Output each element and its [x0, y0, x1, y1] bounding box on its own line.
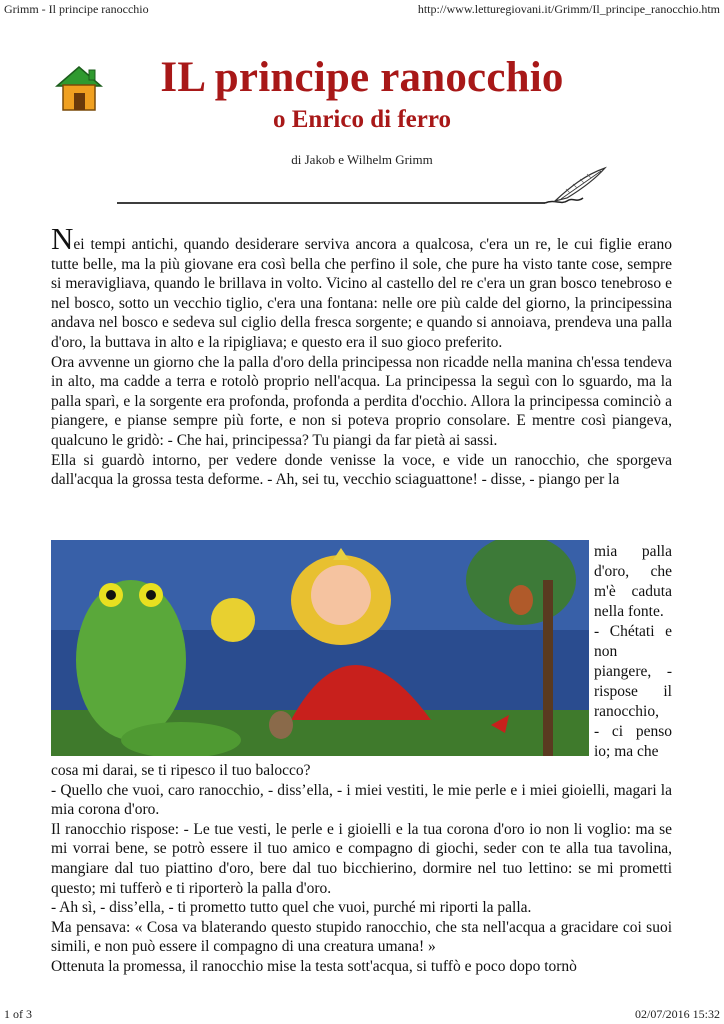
paragraph-1-text: ei tempi antichi, quando desiderare serviva ancora a qualcosa, c'era un re, le cui figlie erano tutte belle, ma la più giovane era così bella che perfino il sole, che pure ha visto tante cose, sempre si meravigliava, quando le brillava in volto. Vicino al castello del re c'era un gran bosco tenebroso e nel bosco, sotto un vecchio tiglio, c'era una fontana: nelle ore più calde del giorno, la principessina andava nel bosco e sedeva sul ciglio della fresca sorgente; e quando si annoiava, prendeva una palla d'oro, la buttava in alto e la ripigliava; e questo era il suo gioco preferito. [51, 236, 672, 351]
paragraph-9: Ottenuta la promessa, il ranocchio mise la testa sott'acqua, si tuffò e poco dopo tornò [51, 957, 577, 975]
story-text-bottom [51, 761, 672, 977]
paragraph-4: cosa mi darai, se ti ripesco il tuo balocco? [51, 762, 311, 779]
quill-pen-icon [115, 165, 610, 210]
paragraph-7: - Ah sì, - diss’ella, - ti prometto tutto quel che vuoi, purché mi riporti la palla. [51, 899, 532, 917]
story-text-side [594, 542, 672, 762]
page-url[interactable]: http://www.letturegiovani.it/Grimm/Il_principe_ranocchio.htm [417, 2, 720, 16]
story-text-top [51, 221, 672, 490]
side-paragraph-3: - ci penso io; ma che [594, 723, 672, 760]
drop-cap: N [51, 221, 74, 256]
page-title: IL principe ranocchio [160, 54, 564, 101]
side-paragraph-1: mia palla d'oro, che m'è caduta nella fonte. [594, 543, 672, 620]
paragraph-8: Ma pensava: « Cosa va blaterando questo stupido ranocchio, che sta nell'acqua a gracidare coi suoi simili, e non può essere il compagno di una creatura umana! » [51, 918, 672, 956]
print-timestamp: 02/07/2016 15:32 [634, 1007, 720, 1021]
browser-page-title: Grimm - Il principe ranocchio [4, 2, 149, 16]
paragraph-2: Ora avvenne un giorno che la palla d'oro della principessa non ricadde nella manina ch'essa tendeva in alto, ma cadde a terra e rotolò proprio nell'acqua. La principessa la seguì con lo sguardo, ma la palla sparì, e la sorgente era profonda, profonda a perdita d'occhio. Allora la principessa cominciò a piangere, e pianse sempre più forte, e non si poteva proprio consolare. E mentre così piangeva, qualcuno le gridò: - Che hai, principessa? Tu piangi da far pietà ai sassi. [51, 353, 672, 449]
paragraph-6: Il ranocchio rispose: - Le tue vesti, le perle e i gioielli e la tua corona d'oro io non li voglio: ma se mi vorrai bene, se potrò essere il tuo amico e compagno di giochi, seder con te alla tua tavolina, mangiare dal tuo piattino d'oro, bere dal tuo bicchierino, dormire nel tuo lettino: se mi prometti questo; mi tufferò e ti riporterò la palla d'oro. [51, 820, 672, 897]
side-paragraph-2: - Chétati e non piangere, - rispose il ranocchio, [594, 623, 672, 720]
paragraph-3: Ella si guardò intorno, per vedere donde venisse la voce, e vide un ranocchio, che sporgeva dall'acqua la grossa testa deforme. - Ah, sei tu, vecchio sciaguattone! - disse, - piango per la [51, 451, 672, 489]
paragraph-5: - Quello che vuoi, caro ranocchio, - diss’ella, - i miei vestiti, le mie perle e i miei gioielli, magari la mia corona d'oro. [51, 781, 672, 819]
paragraph-1 [51, 221, 672, 353]
authors-line: di Jakob e Wilhelm Grimm [291, 152, 433, 167]
frog-and-princess-illustration [51, 540, 589, 756]
page-number: 1 of 3 [4, 1007, 32, 1021]
page-subtitle: o Enrico di ferro [273, 106, 451, 133]
